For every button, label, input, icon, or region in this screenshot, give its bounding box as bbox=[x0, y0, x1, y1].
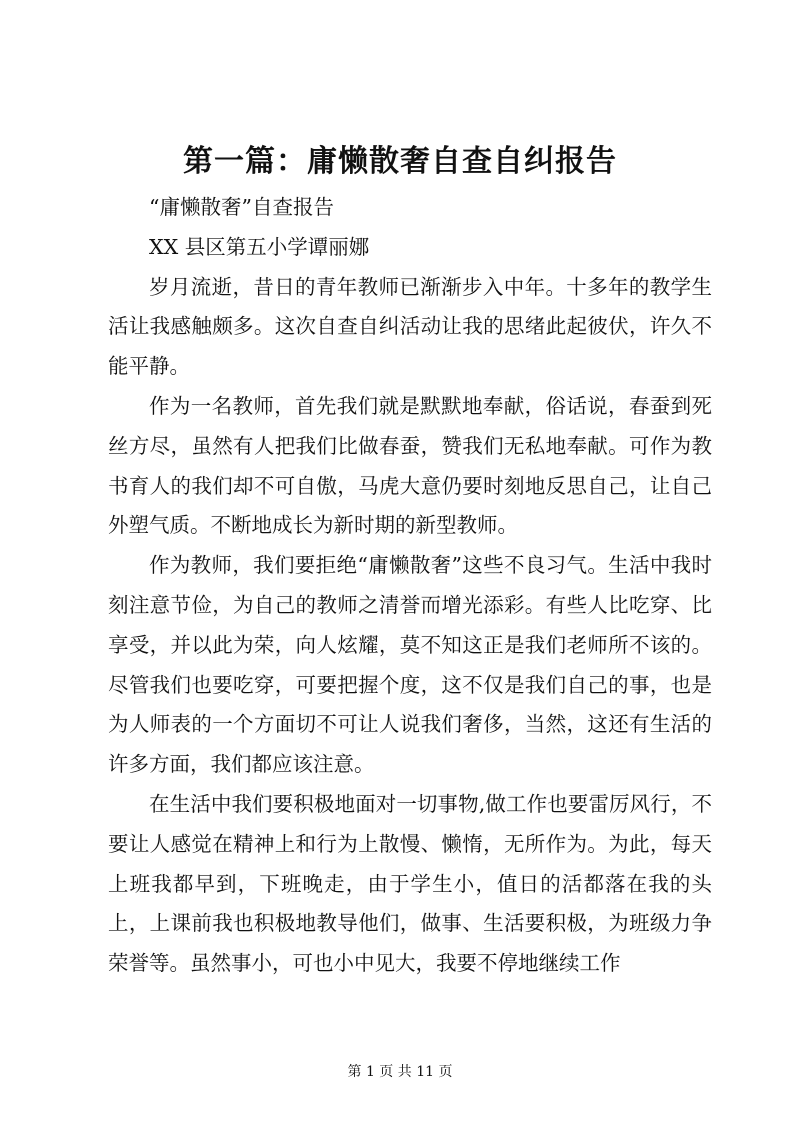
document-body bbox=[108, 188, 712, 984]
author-line: XX 县区第五小学谭丽娜 bbox=[149, 234, 370, 259]
body-paragraph: 作为一名教师，首先我们就是默默地奉献，俗话说，春蚕到死丝方尽，虽然有人把我们比做春蚕，赞我们无私地奉献。可作为教书育人的我们却不可自傲，马虎大意仍要时刻地反思自己，让自己外塑气质。不断地成长为新时期的新型教师。 bbox=[108, 393, 712, 538]
page-footer: 第 1 页 共 11 页 bbox=[347, 1064, 453, 1080]
document-title: 第一篇：庸懒散奢自查自纠报告 bbox=[183, 144, 617, 179]
body-paragraph: 作为教师，我们要拒绝“庸懒散奢”这些不良习气。生活中我时刻注意节俭，为自己的教师之清誉而增光添彩。有些人比吃穿、比享受，并以此为荣，向人炫耀，莫不知这正是我们老师所不该的。尽管我们也要吃穿，可要把握个度，这不仅是我们自己的事，也是为人师表的一个方面切不可让人说我们奢侈，当然，这还有生活的许多方面，我们都应该注意。 bbox=[108, 553, 712, 777]
body-paragraph: 岁月流逝，昔日的青年教师已渐渐步入中年。十多年的教学生活让我感触颇多。这次自查自纠活动让我的思绪此起彼伏，许久不能平静。 bbox=[108, 274, 712, 379]
body-paragraph: 在生活中我们要积极地面对一切事物,做工作也要雷厉风行，不要让人感觉在精神上和行为上散慢、懒惰，无所作为。为此，每天上班我都早到，下班晚走，由于学生小，值日的活都落在我的头上，上课前我也积极地教导他们，做事、生活要积极，为班级力争荣誉等。虽然事小，可也小中见大，我要不停地继续工作 bbox=[108, 791, 712, 976]
subtitle: “庸懒散奢”自查报告 bbox=[149, 195, 334, 219]
